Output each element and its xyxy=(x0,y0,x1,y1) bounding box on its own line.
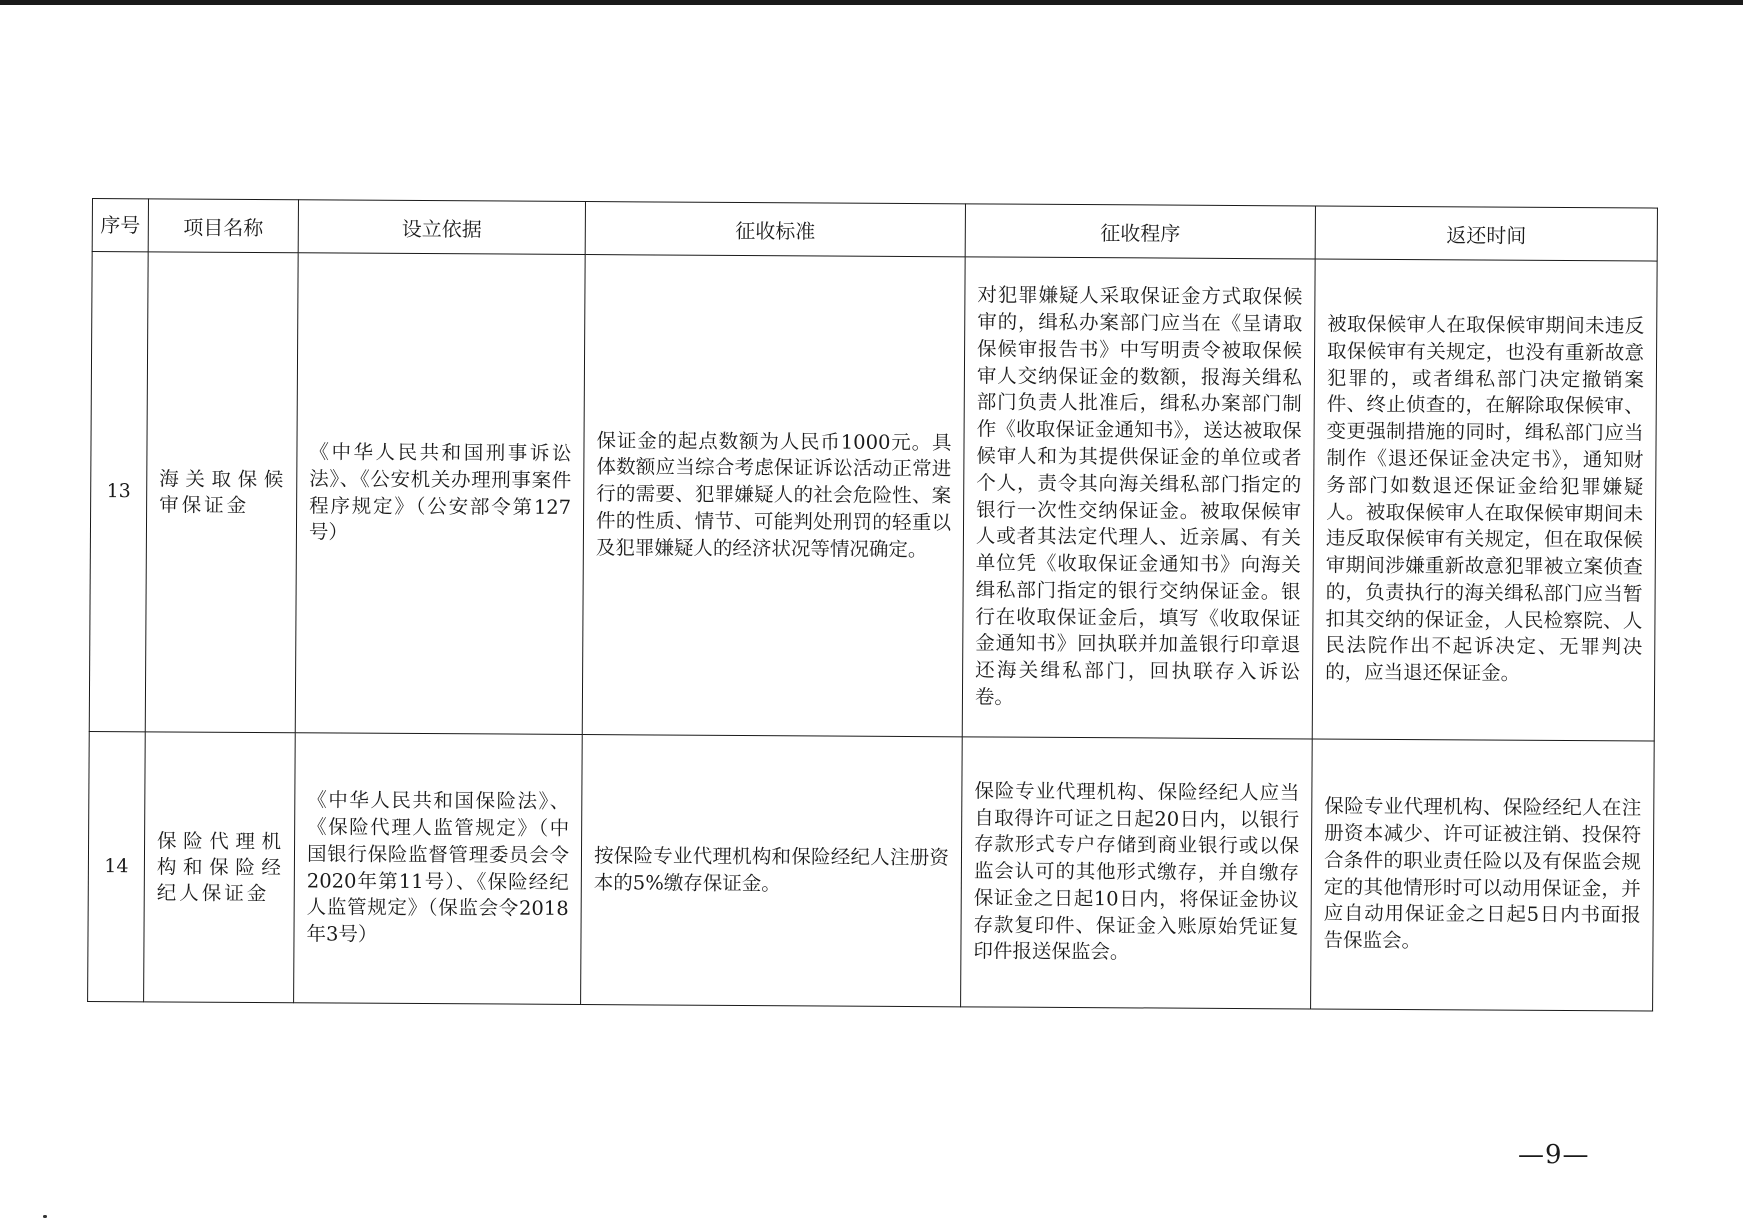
row-seq: 14 xyxy=(88,731,146,1001)
table-header-row xyxy=(92,199,1657,262)
top-border-rule xyxy=(0,0,1743,5)
header-seq: 序号 xyxy=(92,199,148,252)
row-return-time: 保险专业代理机构、保险经纪人在注册资本减少、许可证被注销、投保符合条件的职业责任险以及有保监会规定的其他情形时可以动用保证金，并应自动用保证金之日起5日内书面报告保监会。 xyxy=(1311,739,1655,1011)
row-procedure: 对犯罪嫌疑人采取保证金方式取保候审的，缉私办案部门应当在《呈请取保候审报告书》中写明责令被取保候审人交纳保证金的数额，报海关缉私部门负责人批准后，缉私办案部门制作《收取保证金通知书》，送达被取保候审人和为其提供保证金的单位或者个人，责令其向海关缉私部门指定的银行一次性交纳保证金。被取保候审人或者其法定代理人、近亲属、有关单位凭《收取保证金通知书》向海关缉私部门指定的银行交纳保证金。银行在收取保证金后，填写《收取保证金通知书》回执联并加盖银行印章退还海关缉私部门，回执联存入诉讼卷。 xyxy=(962,257,1315,739)
row-basis: 《中华人民共和国刑事诉讼法》、《公安机关办理刑事案件程序规定》（公安部令第127号） xyxy=(295,253,585,735)
row-procedure: 保险专业代理机构、保险经纪人应当自取得许可证之日起20日内，以银行存款形式专户存储到商业银行或以保监会认可的其他形式缴存，并自缴存保证金之日起10日内，将保证金协议存款复印件、保证金入账原始凭证复印件报送保监会。 xyxy=(961,737,1313,1009)
header-standard: 征收标准 xyxy=(585,202,965,257)
row-name: 海关取保候审保证金 xyxy=(145,252,298,733)
header-basis: 设立依据 xyxy=(298,200,585,255)
row-basis: 《中华人民共和国保险法》、《保险代理人监管规定》（中国银行保险监督管理委员会令2020年第11号）、《保险经纪人监管规定》（保监会令2018年3号） xyxy=(294,733,583,1005)
table-row xyxy=(89,252,1657,742)
header-name: 项目名称 xyxy=(148,199,298,253)
row-seq: 13 xyxy=(89,252,148,732)
table-row xyxy=(88,731,1655,1011)
scan-speck xyxy=(43,1215,47,1218)
row-name: 保险代理机构和保险经纪人保证金 xyxy=(144,732,296,1003)
header-procedure: 征收程序 xyxy=(965,204,1315,259)
fee-items-table xyxy=(87,198,1658,1012)
row-standard: 保证金的起点数额为人民币1000元。具体数额应当综合考虑保证诉讼活动正常进行的需要、犯罪嫌疑人的社会危险性、案件的性质、情节、可能判处刑罚的轻重以及犯罪嫌疑人的经济状况等情况确定。 xyxy=(582,255,965,737)
page-number: —9— xyxy=(1518,1140,1590,1170)
header-return-time: 返还时间 xyxy=(1315,206,1657,261)
row-standard: 按保险专业代理机构和保险经纪人注册资本的5%缴存保证金。 xyxy=(581,735,963,1007)
row-return-time: 被取保候审人在取保候审期间未违反取保候审有关规定，也没有重新故意犯罪的，或者缉私部门决定撤销案件、终止侦查的，在解除取保候审、变更强制措施的同时，缉私部门应当制作《退还保证金决定书》，通知财务部门如数退还保证金给犯罪嫌疑人。被取保候审人在取保候审期间未违反取保候审有关规定，但在取保候审期间涉嫌重新故意犯罪被立案侦查的，负责执行的海关缉私部门应当暂扣其交纳的保证金，人民检察院、人民法院作出不起诉决定、无罪判决的，应当退还保证金。 xyxy=(1312,259,1657,741)
